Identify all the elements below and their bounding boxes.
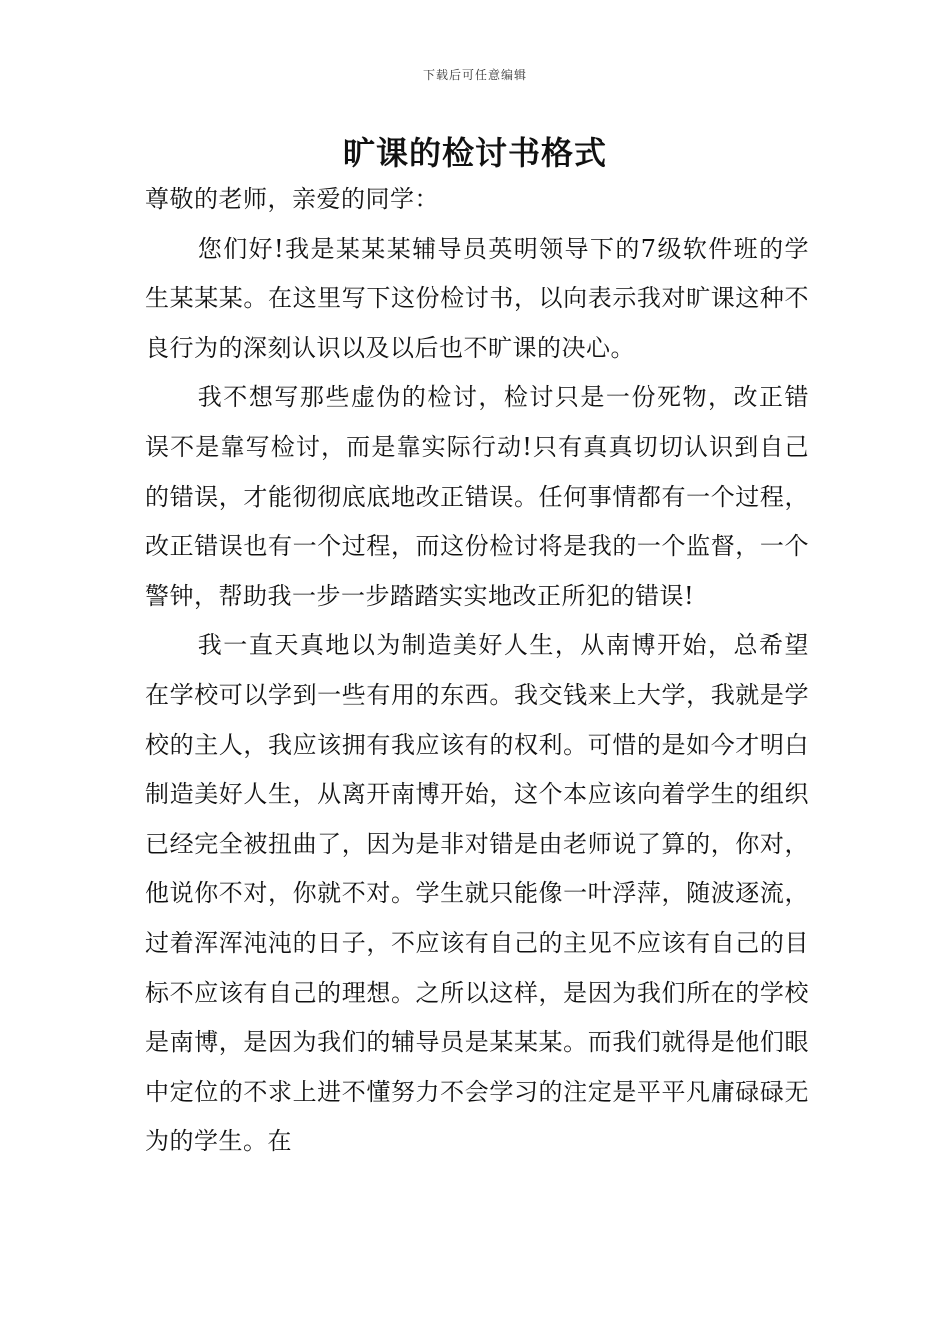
header-note: 下载后可任意编辑 (422, 68, 527, 82)
paragraph-1: 您们好!我是某某某辅导员英明领导下的7级软件班的学生某某某。在这里写下这份检讨书，以向表示我对旷课这种不良行为的深刻认识以及以后也不旷课的决心。 (145, 234, 809, 362)
greeting-line: 尊敬的老师，亲爱的同学： (145, 185, 439, 213)
paragraph-2: 我不想写那些虚伪的检讨，检讨只是一份死物，改正错误不是靠写检讨，而是靠实际行动!只有真真切切认识到自己的错误，才能彻彻底底地改正错误。任何事情都有一个过程，改正错误也有一个过程，而这份检讨将是我的一个监督，一个警钟，帮助我一步一步踏踏实实地改正所犯的错误! (145, 383, 809, 610)
document-title: 旷课的检讨书格式 (342, 134, 607, 172)
document-body (145, 175, 809, 1167)
paragraph-3: 我一直天真地以为制造美好人生，从南博开始，总希望在学校可以学到一些有用的东西。我交钱来上大学，我就是学校的主人，我应该拥有我应该有的权利。可惜的是如今才明白制造美好人生，从离开南博开始，这个本应该向着学生的组织已经完全被扭曲了，因为是非对错是由老师说了算的，你对，他说你不对，你就不对。学生就只能像一叶浮萍，随波逐流，过着浑浑沌沌的日子，不应该有自己的主见不应该有自己的目标不应该有自己的理想。之所以这样，是因为我们所在的学校是南博，是因为我们的辅导员是某某某。而我们就得是他们眼中定位的不求上进不懂努力不会学习的注定是平平凡庸碌碌无为的学生。在 (145, 631, 809, 1156)
